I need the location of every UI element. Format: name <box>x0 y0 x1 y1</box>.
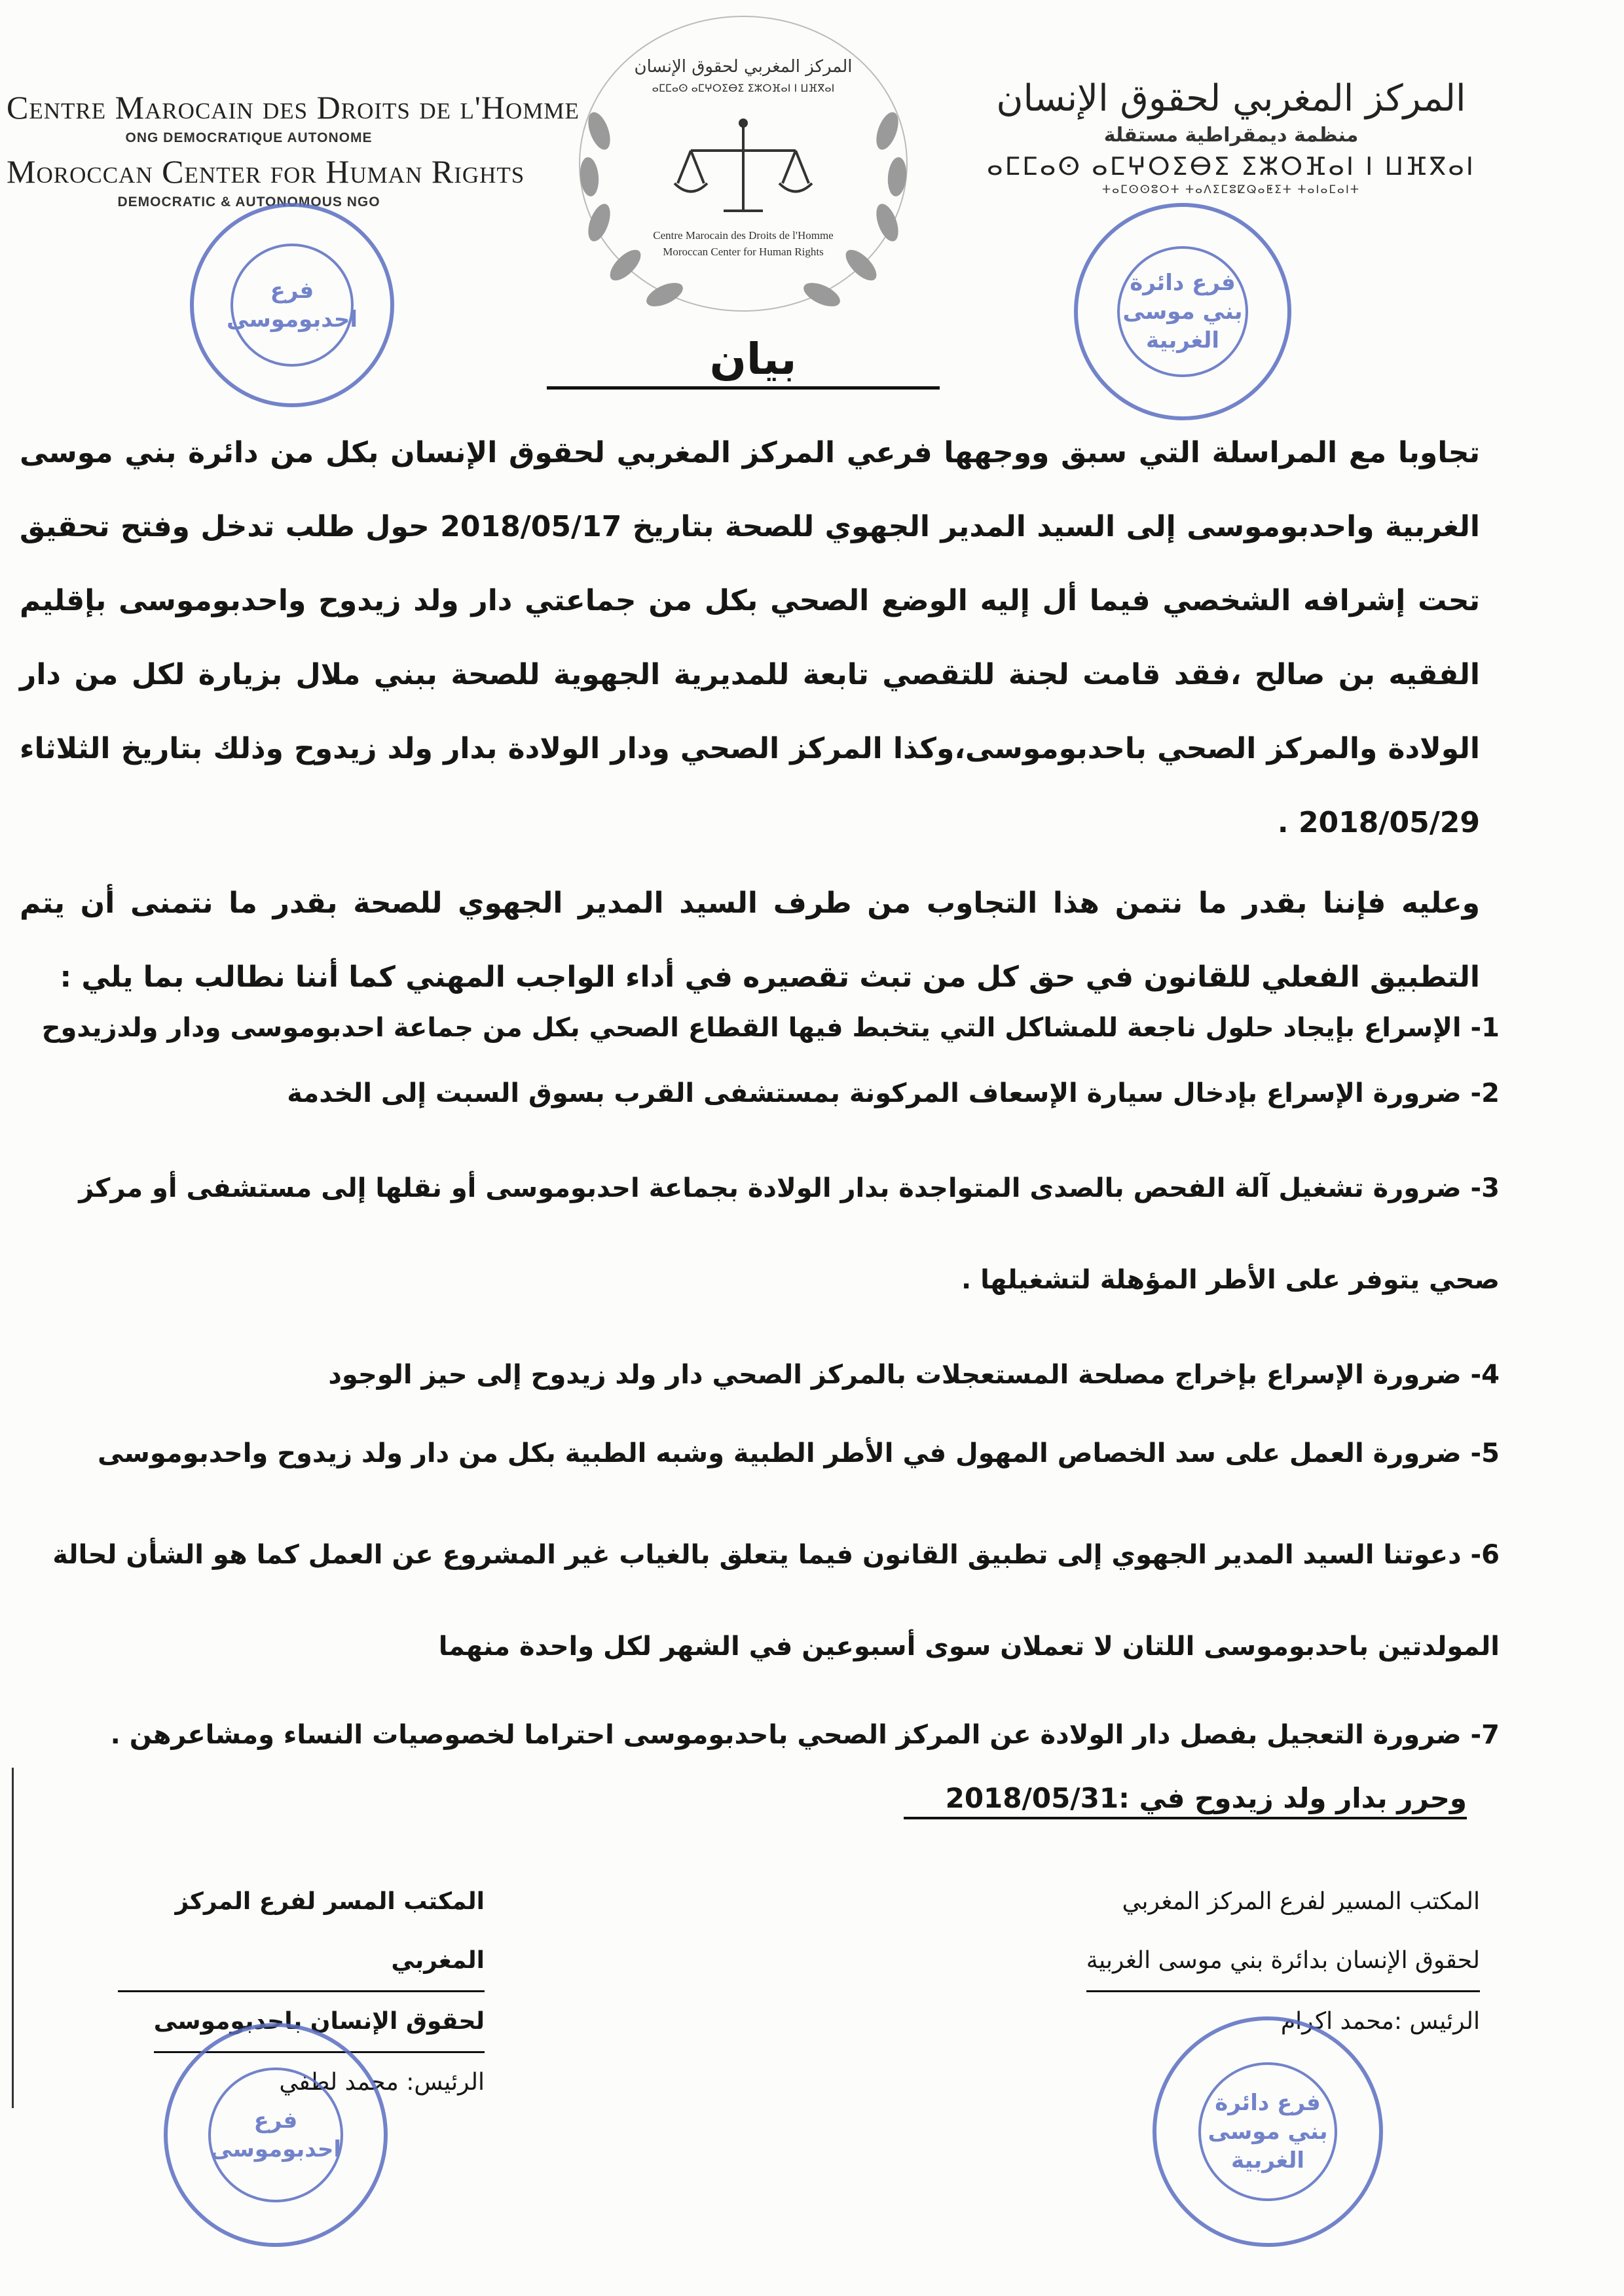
demands-list <box>7 1005 1500 1758</box>
svg-text:Centre Marocain des Droits de: Centre Marocain des Droits de l'Homme <box>653 229 834 242</box>
svg-text:المركز المغربي لحقوق الإنسان: المركز المغربي لحقوق الإنسان <box>634 57 853 77</box>
signature-president: الرئيس: محمد لطفي <box>279 2069 485 2096</box>
stamp-hadbou-bottom <box>164 2023 388 2247</box>
org-name-fr: Centre Marocain des Droits de l'Homme <box>7 89 580 126</box>
margin-line <box>12 1768 14 2108</box>
demand-item: 4- ضرورة الإسراع بإخراج مصلحة المستعجلات بالمركز الصحي دار ولد زيدوح إلى حيز الوجود <box>328 1360 1500 1390</box>
signature-branch: لحقوق الإنسان بدائرة بني موسى الغربية <box>1086 1931 1480 1992</box>
org-sub-en: DEMOCRATIC & AUTONOMOUS NGO <box>117 194 380 210</box>
header-arabic <box>982 77 1480 196</box>
organization-logo <box>560 13 927 347</box>
demand-item: 7- ضرورة التعجيل بفصل دار الولادة عن المركز الصحي باحدبوموسى احتراما لخصوصيات النساء ومشاعرهن . <box>110 1720 1500 1750</box>
demand-item: 6- دعوتنا السيد المدير الجهوي إلى تطبيق القانون فيما يتعلق بالغياب غير المشروع عن العمل كما هو الشأن لحالة المولدتين باحدبوموسى اللتان لا تعملان سوى أسبوعين في الشهر لكل واحدة منهما <box>52 1540 1500 1662</box>
stamp-bnimoussa-top <box>1074 203 1291 420</box>
org-name-en: Moroccan Center for Human Rights <box>7 153 525 190</box>
signature-president: الرئيس :محمد اكرام <box>1280 2008 1480 2035</box>
stamp-hadbou-top <box>190 203 394 407</box>
org-name-ar: المركز المغربي لحقوق الإنسان <box>996 77 1466 120</box>
issue-date: وحرر بدار ولد زيدوح في :2018/05/31 <box>904 1782 1467 1819</box>
demand-item: 1- الإسراع بإيجاد حلول ناجعة للمشاكل التي يتخبط فيها القطاع الصحي بكل من جماعة احدبوموسى ودار ولدزيدوح <box>41 1013 1500 1043</box>
header-latin <box>7 88 580 217</box>
org-sub-fr: ONG DEMOCRATIQUE AUTONOME <box>125 130 373 145</box>
stamp-label: فرع دائرة بني موسى الغربية <box>1117 246 1248 377</box>
signature-office: المكتب المسير لفرع المركز المغربي <box>1122 1888 1480 1915</box>
statement-body <box>20 416 1480 1014</box>
stamp-label: فرع دائرة بني موسى الغربية <box>1198 2062 1337 2201</box>
org-sub-ar: منظمة ديمقراطية مستقلة <box>1103 124 1359 147</box>
org-sub-tifinagh: ⵜⴰⵎⵙⵙⵓⵔⵜ ⵜⴰⴷⵉⵎⵓⵇⵕⴰⵟⵉⵜ ⵜⴰⵏⴰⵎⴰⵏⵜ <box>1102 183 1360 196</box>
document-title: بيان <box>709 334 797 384</box>
svg-text:ⴰⵎⵎⴰⵙ ⴰⵎⵖⵔⵉⴱⵉ ⵉⵣⵔⴼⴰⵏ ⵏ ⵡⴼⴳⴰⵏ: ⴰⵎⵎⴰⵙ ⴰⵎⵖⵔⵉⴱⵉ ⵉⵣⵔⴼⴰⵏ ⵏ ⵡⴼⴳⴰⵏ <box>652 82 835 94</box>
org-name-tifinagh: ⴰⵎⵎⴰⵙ ⴰⵎⵖⵔⵉⴱⵉ ⵉⵣⵔⴼⴰⵏ ⵏ ⵡⴼⴳⴰⵏ <box>987 152 1475 181</box>
paragraph-intro: تجاوبا مع المراسلة التي سبق ووجهها فرعي المركز المغربي لحقوق الإنسان بكل من دائرة بني موسى الغربية واحدبوموسى إلى السيد المدير الجهوي للصحة بتاريخ 2018/05/17 حول طلب تدخل وفتح تحقيق تحت إشرافه الشخصي فيما أل إليه الوضع الصحي بكل من جماعتي دار ولد زيدوح واحدبوموسى بإقليم الفقيه بن صالح ،فقد قامت لجنة للتقصي تابعة للمديرية الجهوية للصحة ببني ملال بزيارة لكل من دار الولادة والمركز الصحي باحدبوموسى،وكذا المركز الصحي ودار الولادة بدار ولد زيدوح وذلك بتاريخ الثلاثاء 2018/05/29 . <box>20 436 1480 839</box>
signature-office: المكتب المسر لفرع المركز المغربي <box>118 1872 485 1992</box>
title-underline <box>547 386 940 390</box>
demand-item: 2- ضرورة الإسراع بإدخال سيارة الإسعاف المركونة بمستشفى القرب بسوق السبت إلى الخدمة <box>287 1078 1500 1108</box>
laurel-scales-logo-icon <box>560 13 927 347</box>
demand-item: 5- ضرورة العمل على سد الخصاص المهول في الأطر الطبية وشبه الطبية بكل من دار ولد زيدوح واحدبوموسى <box>98 1438 1500 1468</box>
paragraph-demands-intro: وعليه فإننا بقدر ما نتمن هذا التجاوب من طرف السيد المدير الجهوي للصحة بقدر ما نتمنى أن يتم التطبيق الفعلي للقانون في حق كل من تبث تقصيره في أداء الواجب المهني كما أننا نطالب بما يلي : <box>20 886 1480 994</box>
svg-text:Moroccan Center for Human Righ: Moroccan Center for Human Rights <box>663 246 824 258</box>
stamp-bnimoussa-bottom <box>1153 2016 1383 2247</box>
stamp-label: فرع احدبوموسى <box>208 2068 343 2202</box>
signature-branch: لحقوق الإنسان باحدبوموسى <box>154 1992 485 2053</box>
stamp-label: فرع احدبوموسى <box>231 244 354 367</box>
demand-item: 3- ضرورة تشغيل آلة الفحص بالصدى المتواجدة بدار الولادة بجماعة احدبوموسى أو نقلها إلى مستشفى أو مركز صحي يتوفر على الأطر المؤهلة لتشغيلها . <box>79 1173 1500 1295</box>
